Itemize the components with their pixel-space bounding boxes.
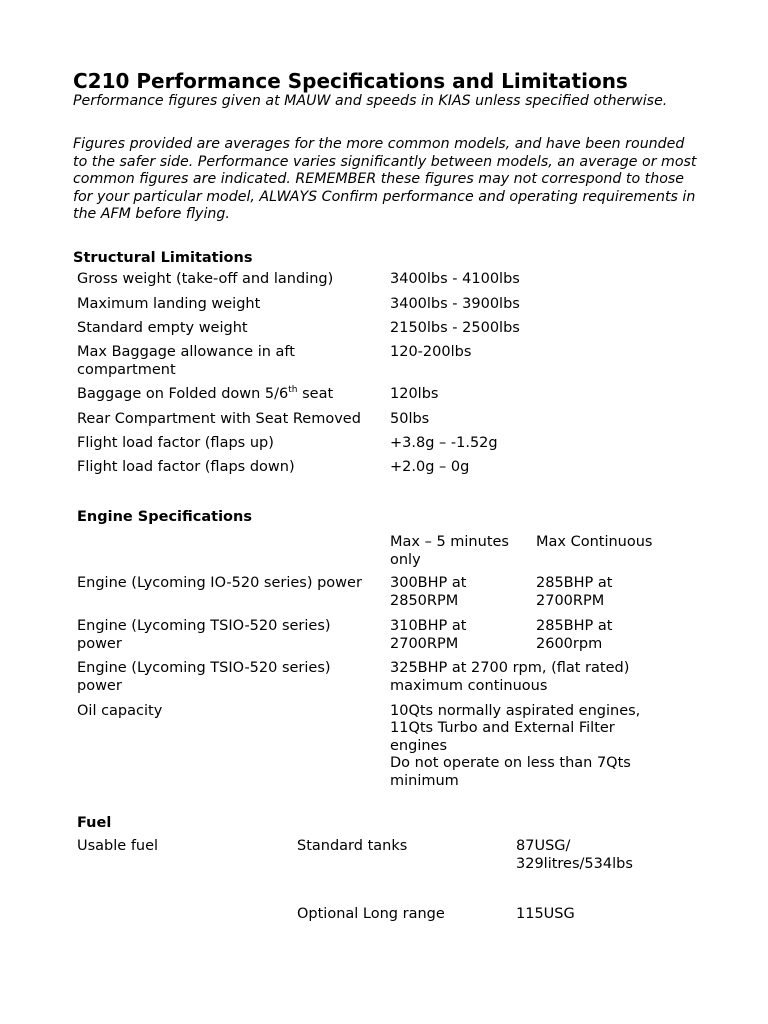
structural-label: Max Baggage allowance in aft compartment — [77, 344, 295, 378]
structural-label: Rear Compartment with Seat Removed — [77, 411, 361, 427]
structural-label: Maximum landing weight — [77, 296, 261, 312]
structural-label-prefix: Baggage on Folded down 5/6 — [77, 386, 289, 402]
engine-max5-value: 300BHP at 2850RPM — [390, 575, 467, 609]
usable-fuel-label: Usable fuel — [77, 838, 159, 854]
engine-label: Engine (Lycoming TSIO-520 series) power — [77, 618, 331, 652]
fuel-heading: Fuel — [77, 815, 112, 831]
structural-value: 50lbs — [390, 411, 430, 427]
engine-max5-value: 310BHP at 2700RPM — [390, 618, 467, 652]
structural-value: +2.0g – 0g — [390, 459, 470, 475]
engine-label: Engine (Lycoming IO-520 series) power — [77, 575, 362, 591]
oil-capacity-label: Oil capacity — [77, 703, 163, 719]
intro-note: Performance figures given at MAUW and speeds in KIAS unless specified otherwise. — [73, 93, 668, 109]
structural-heading: Structural Limitations — [73, 250, 253, 266]
optional-long-range-value: 115USG — [516, 906, 575, 922]
engine-col-max5-header: Max – 5 minutes only — [390, 534, 509, 568]
structural-label — [77, 386, 333, 404]
structural-value: 2150lbs - 2500lbs — [390, 320, 520, 336]
page-title: C210 Performance Specifications and Limitations — [73, 69, 628, 93]
structural-value: 3400lbs - 4100lbs — [390, 271, 520, 287]
oil-capacity-value: 11Qts Turbo and External Filter engines — [390, 720, 615, 754]
engine-maxcont-value: 285BHP at 2600rpm — [536, 618, 613, 652]
structural-label: Standard empty weight — [77, 320, 248, 336]
structural-label: Flight load factor (flaps up) — [77, 435, 274, 451]
oil-capacity-warning: Do not operate on less than 7Qts minimum — [390, 755, 631, 789]
engine-flat-rated-value: 325BHP at 2700 rpm, (flat rated) maximum continuous — [390, 660, 630, 694]
structural-label: Flight load factor (flaps down) — [77, 459, 295, 475]
structural-value: 120-200lbs — [390, 344, 472, 360]
structural-value: +3.8g – -1.52g — [390, 435, 498, 451]
standard-tanks-value: 87USG/ 329litres/534lbs — [516, 838, 633, 872]
structural-label: Gross weight (take-off and landing) — [77, 271, 334, 287]
structural-label-suffix: seat — [297, 386, 334, 402]
optional-long-range-label: Optional Long range — [297, 906, 445, 922]
standard-tanks-label: Standard tanks — [297, 838, 408, 854]
engine-heading: Engine Specifications — [77, 509, 252, 525]
engine-col-maxcont-header: Max Continuous — [536, 534, 653, 550]
intro-disclaimer: Figures provided are averages for the more common models, and have been rounded to the safer side. Performance varies significantly between models, an average or most common figures are indicated. REMEMBER these figures may not correspond to those for your particular model, ALWAYS Confirm performance and operating requirements in the AFM before flying. — [73, 136, 697, 223]
oil-capacity-value: 10Qts normally aspirated engines, — [390, 703, 641, 719]
engine-maxcont-value: 285BHP at 2700RPM — [536, 575, 613, 609]
structural-value: 3400lbs - 3900lbs — [390, 296, 520, 312]
structural-value: 120lbs — [390, 386, 439, 402]
ordinal-suffix: th — [288, 385, 298, 396]
engine-label: Engine (Lycoming TSIO-520 series) power — [77, 660, 331, 694]
